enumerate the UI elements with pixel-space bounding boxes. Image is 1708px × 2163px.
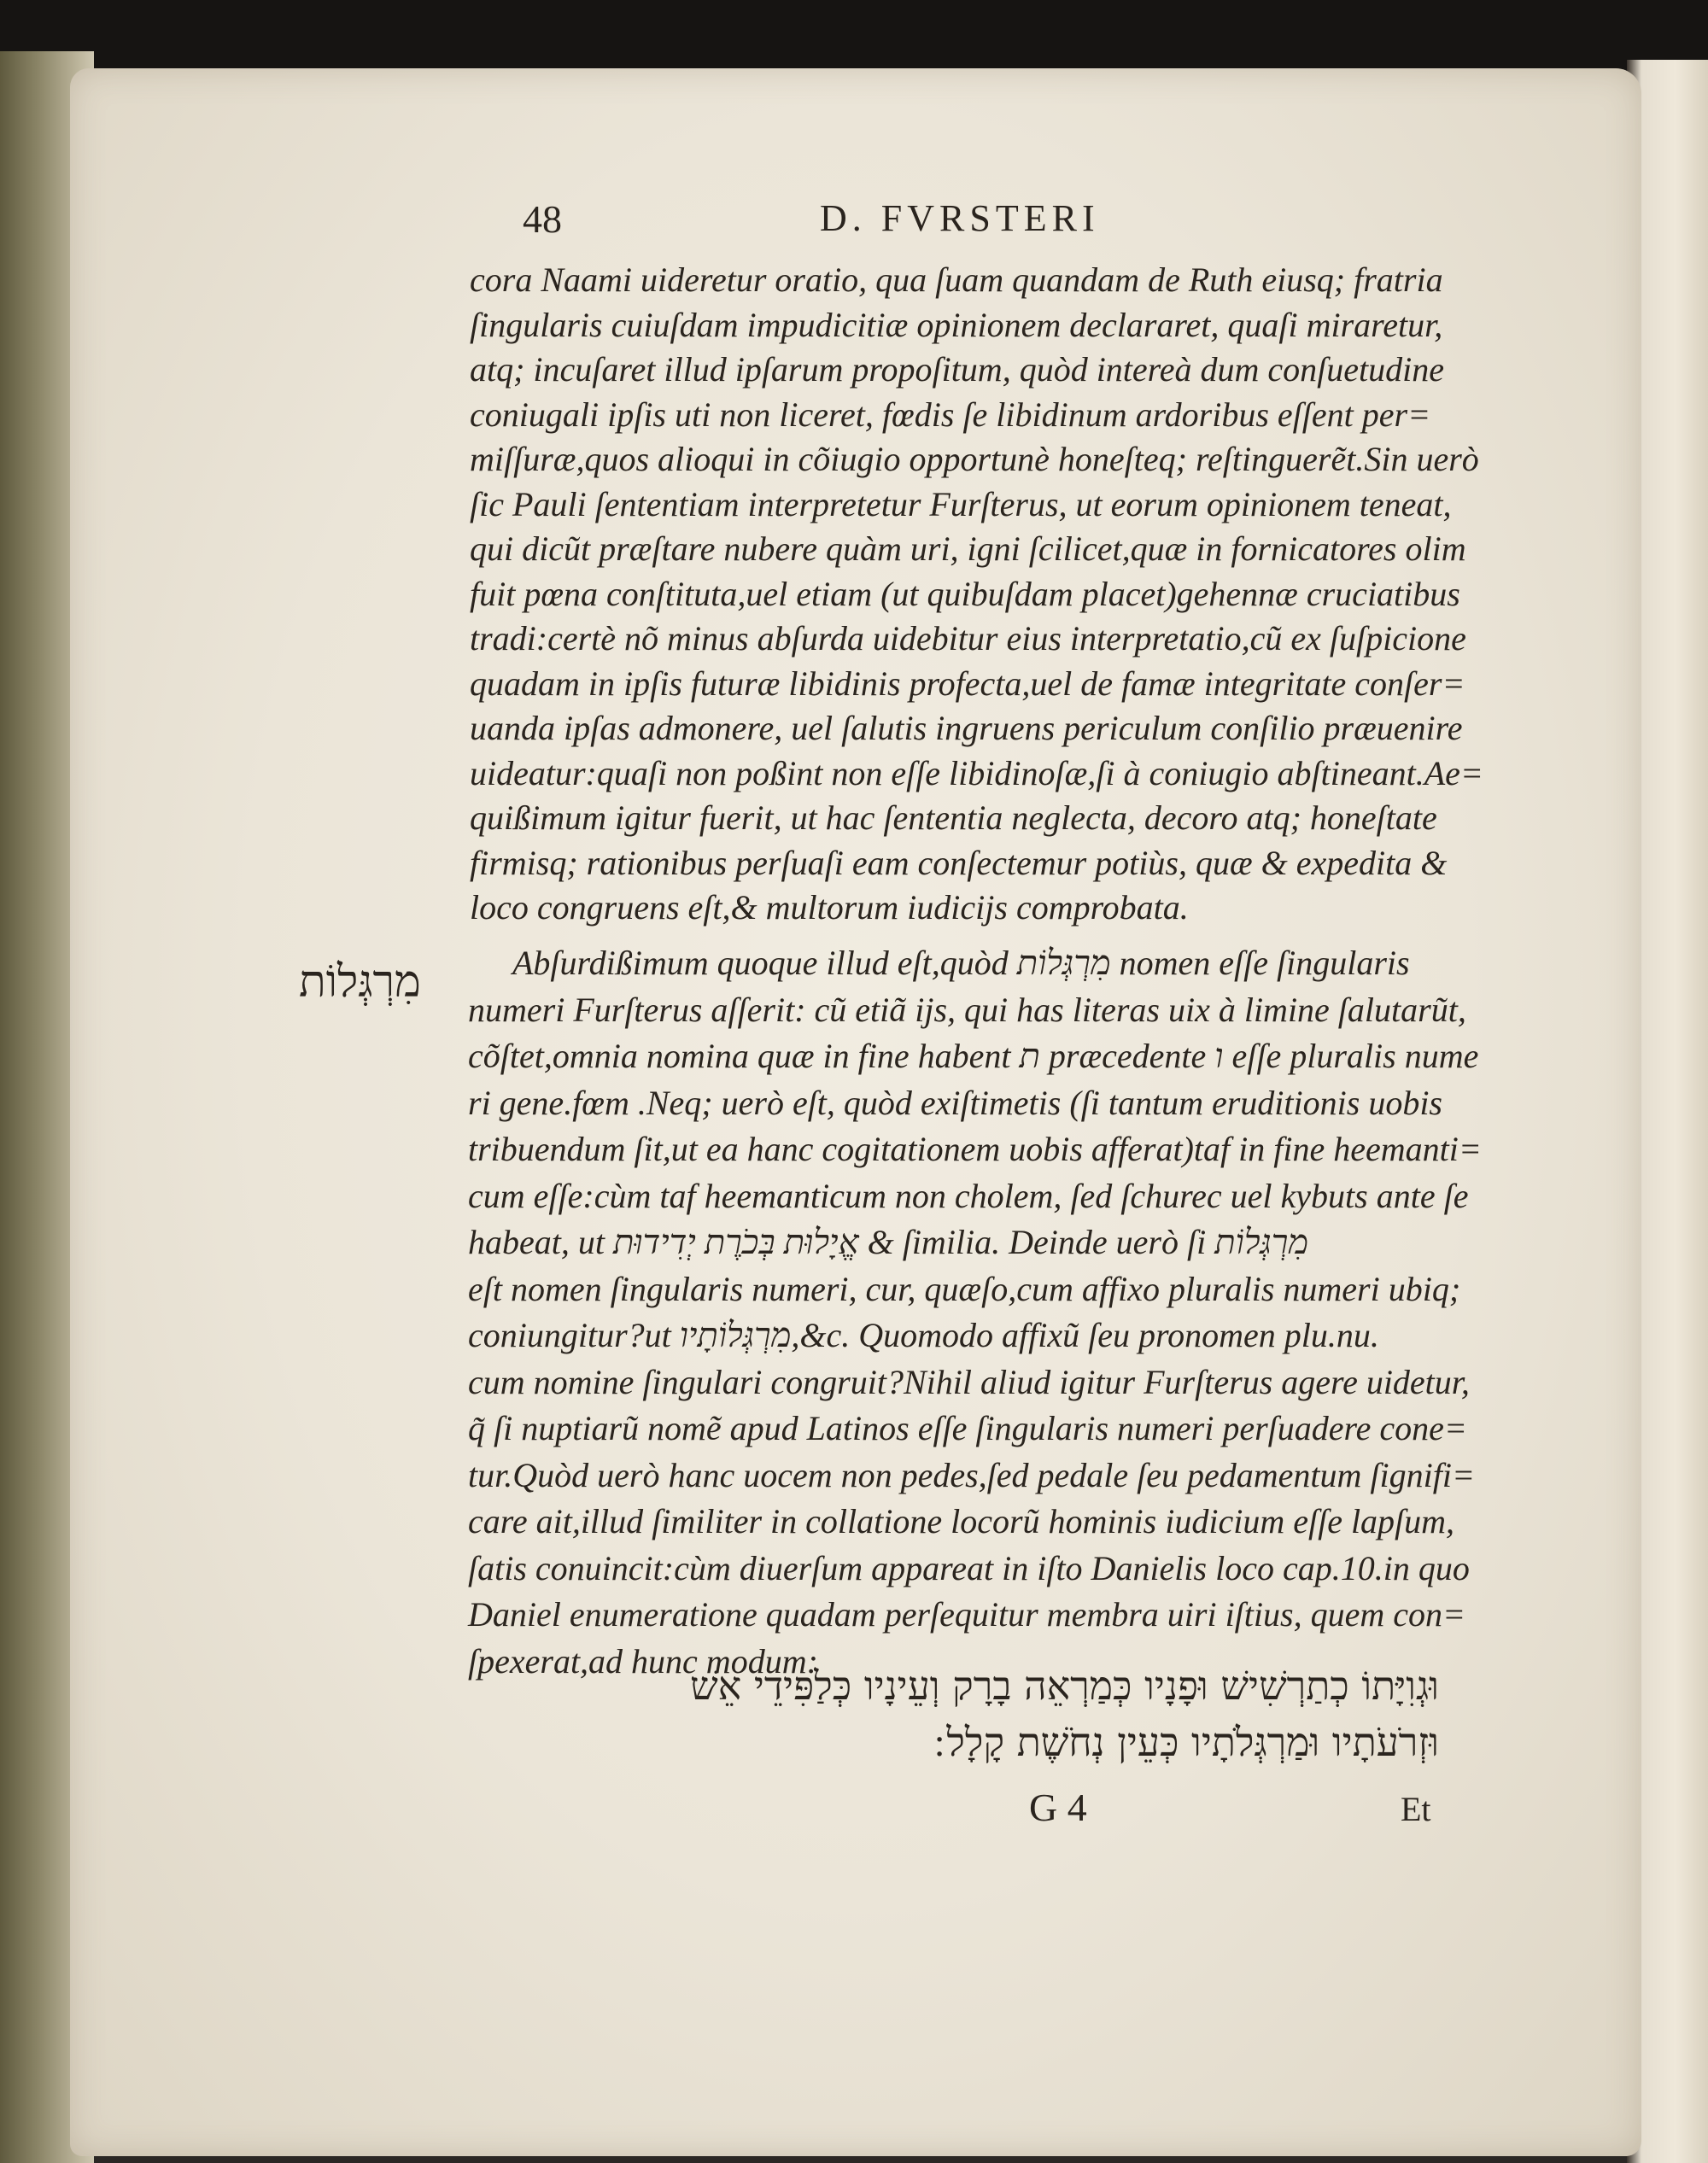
- text-line: uanda ipſas admonere, uel ſalutis ingruens periculum conſilio præuenire: [470, 709, 1463, 747]
- text-line: loco congruens eſt,& multorum iudicijs comprobata.: [470, 888, 1189, 927]
- text-line: fuit pœna conſtituta,uel etiam (ut quibuſdam placet)gehennæ cruciatibus: [470, 574, 1460, 613]
- margin-note: מִרְגְּלוֹת: [299, 956, 421, 1008]
- text-line: numeri Furſterus aſſerit: cũ etiã ijs, qui has literas uix à limine ſalutarũt,: [468, 990, 1466, 1029]
- text-line: coniugali ipſis uti non liceret, fœdis ſe libidinum ardoribus eſſent per=: [470, 395, 1431, 434]
- text-line: tradi:certè nõ minus abſurda uidebitur eius interpretatio,cũ ex ſuſpicione: [470, 619, 1466, 658]
- text-line: qui dicũt præſtare nubere quàm uri, igni ſcilicet,quæ in fornicatores olim: [470, 529, 1466, 568]
- signature-mark: G 4: [1029, 1786, 1087, 1829]
- text-line: atq; incuſaret illud ipſarum propoſitum, quòd intereà dum conſuetudine: [470, 350, 1444, 389]
- text-line: habeat, ut אֱיָלוּת בְּכֹרֶת יְדִידוּת & ſimilia. Deinde uerò ſi מִרְגְּלוֹת: [468, 1223, 1309, 1261]
- text-line: Abſurdißimum quoque illud eſt,quòd מִרְגְּלוֹת nomen eſſe ſingularis: [512, 944, 1410, 982]
- text-line: quißimum igitur fuerit, ut hac ſententia neglecta, decoro atq; honeſtate: [470, 798, 1437, 837]
- text-line: uideatur:quaſi non poßint non eſſe libidinoſæ,ſi à coniugio abſtineant.Ae=: [470, 753, 1483, 792]
- text-line: ſatis conuincit:cùm diuerſum appareat in iſto Danielis loco cap.10.in quo: [468, 1548, 1470, 1587]
- text-line: q̃ ſi nuptiarũ nomẽ apud Latinos eſſe ſingularis numeri perſuadere cone=: [468, 1409, 1467, 1447]
- page-number: 48: [523, 197, 562, 241]
- hebrew-line: וּגְוִיָּתוֹ כְתַרְשִׁישׁ וּפָנָיו כְּמַרְאֵה בָרָק וְעֵינָיו כְּלַפִּידֵי אֵשׁ: [690, 1663, 1439, 1709]
- text-line: tur.Quòd uerò hanc uocem non pedes,ſed pedale ſeu pedamentum ſignifi=: [468, 1455, 1475, 1494]
- text-line: cum nomine ſingulari congruit?Nihil aliud igitur Furſterus agere uidetur,: [468, 1362, 1470, 1401]
- text-line: tribuendum ſit,ut ea hanc cogitationem uobis afferat)taf in fine heemanti=: [468, 1130, 1482, 1168]
- text-line: ri gene.fœm .Neq; uerò eſt, quòd exiſtimetis (ſi tantum eruditionis uobis: [468, 1083, 1442, 1122]
- catchword: Et: [1401, 1790, 1431, 1828]
- hebrew-line: וּזְרֹעֹתָיו וּמַרְגְּלֹתָיו כְּעֵין נְחֹשֶׁת קָלָל ׃: [933, 1719, 1439, 1765]
- text-line: care ait,illud ſimiliter in collatione locorũ hominis iudicium eſſe lapſum,: [468, 1502, 1455, 1540]
- text-line: Daniel enumeratione quadam perſequitur membra uiri iſtius, quem con=: [468, 1595, 1465, 1634]
- text-line: ſic Pauli ſententiam interpretetur Furſterus, ut eorum opinionem teneat,: [470, 484, 1452, 523]
- text-line: quadam in ipſis futuræ libidinis profecta,uel de famæ integritate conſer=: [470, 664, 1465, 703]
- text-line: cora Naami uideretur oratio, qua ſuam quandam de Ruth eiusq; fratria: [470, 260, 1443, 299]
- text-line: ſpexerat,ad hunc modum:: [468, 1641, 818, 1681]
- text-line: coniungitur?ut מִרְגְּלוֹתָיו,&c. Quomodo affixũ ſeu pronomen plu.nu.: [468, 1316, 1379, 1354]
- running-title: D. FVRSTERI: [820, 197, 1100, 239]
- text-line: cõſtet,omnia nomina quæ in fine habent ת præcedente ו eſſe pluralis nume: [468, 1037, 1479, 1075]
- text-line: cum eſſe:cùm taf heemanticum non cholem, ſed ſchurec uel kybuts ante ſe: [468, 1176, 1469, 1215]
- text-line: miſſuræ,quos alioqui in cõiugio opportunè honeſteq; reſtinguerẽt.Sin uerò: [470, 440, 1479, 478]
- text-line: eſt nomen ſingularis numeri, cur, quæſo,cum affixo pluralis numeri ubiq;: [468, 1269, 1461, 1308]
- text-line: ſingularis cuiuſdam impudicitiæ opinionem declararet, quaſi miraretur,: [470, 305, 1443, 344]
- text-line: firmisq; rationibus perſuaſi eam conſectemur potiùs, quæ & expedita &: [470, 843, 1448, 882]
